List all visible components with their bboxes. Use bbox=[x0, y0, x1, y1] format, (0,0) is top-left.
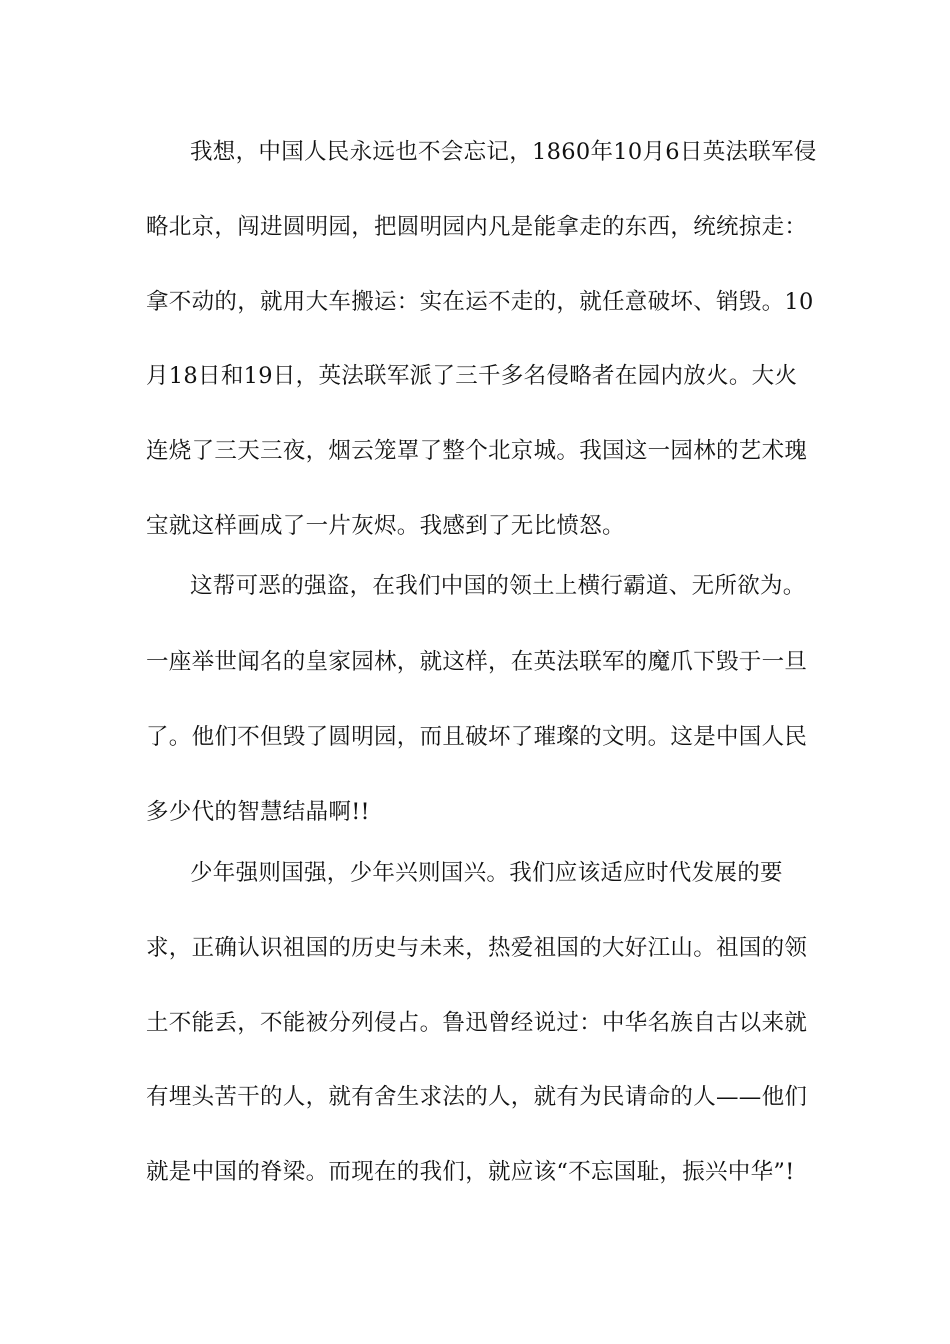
paragraph-line: 了。他们不但毁了圆明园，而且破坏了璀璨的文明。这是中国人民 bbox=[146, 724, 808, 750]
paragraph-line: 我想，中国人民永远也不会忘记，1860年10月6日英法联军侵 bbox=[190, 139, 817, 165]
paragraph-line: 略北京，闯进圆明园，把圆明园内凡是能拿走的东西，统统掠走： bbox=[146, 214, 808, 240]
paragraph-line: 有埋头苦干的人，就有舍生求法的人，就有为民请命的人——他们 bbox=[146, 1084, 808, 1110]
paragraph-line: 宝就这样画成了一片灰烬。我感到了无比愤怒。 bbox=[146, 513, 625, 539]
paragraph-line: 求，正确认识祖国的历史与未来，热爱祖国的大好江山。祖国的领 bbox=[146, 935, 808, 961]
paragraph-line: 少年强则国强，少年兴则国兴。我们应该适应时代发展的要 bbox=[190, 860, 783, 886]
paragraph-line: 月18日和19日，英法联军派了三千多名侵略者在园内放火。大火 bbox=[146, 363, 798, 389]
paragraph-line: 这帮可恶的强盗，在我们中国的领土上横行霸道、无所欲为。 bbox=[190, 573, 806, 599]
paragraph-line: 多少代的智慧结晶啊!! bbox=[146, 799, 370, 825]
paragraph-line: 拿不动的，就用大车搬运：实在运不走的，就任意破坏、销毁。10 bbox=[146, 289, 814, 315]
paragraph-line: 连烧了三天三夜，烟云笼罩了整个北京城。我国这一园林的艺术瑰 bbox=[146, 438, 808, 464]
paragraph-line: 就是中国的脊梁。而现在的我们，就应该“不忘国耻，振兴中华”! bbox=[146, 1159, 795, 1185]
paragraph-line: 一座举世闻名的皇家园林，就这样，在英法联军的魔爪下毁于一旦 bbox=[146, 649, 808, 675]
paragraph-line: 土不能丢，不能被分列侵占。鲁迅曾经说过：中华名族自古以来就 bbox=[146, 1010, 808, 1036]
